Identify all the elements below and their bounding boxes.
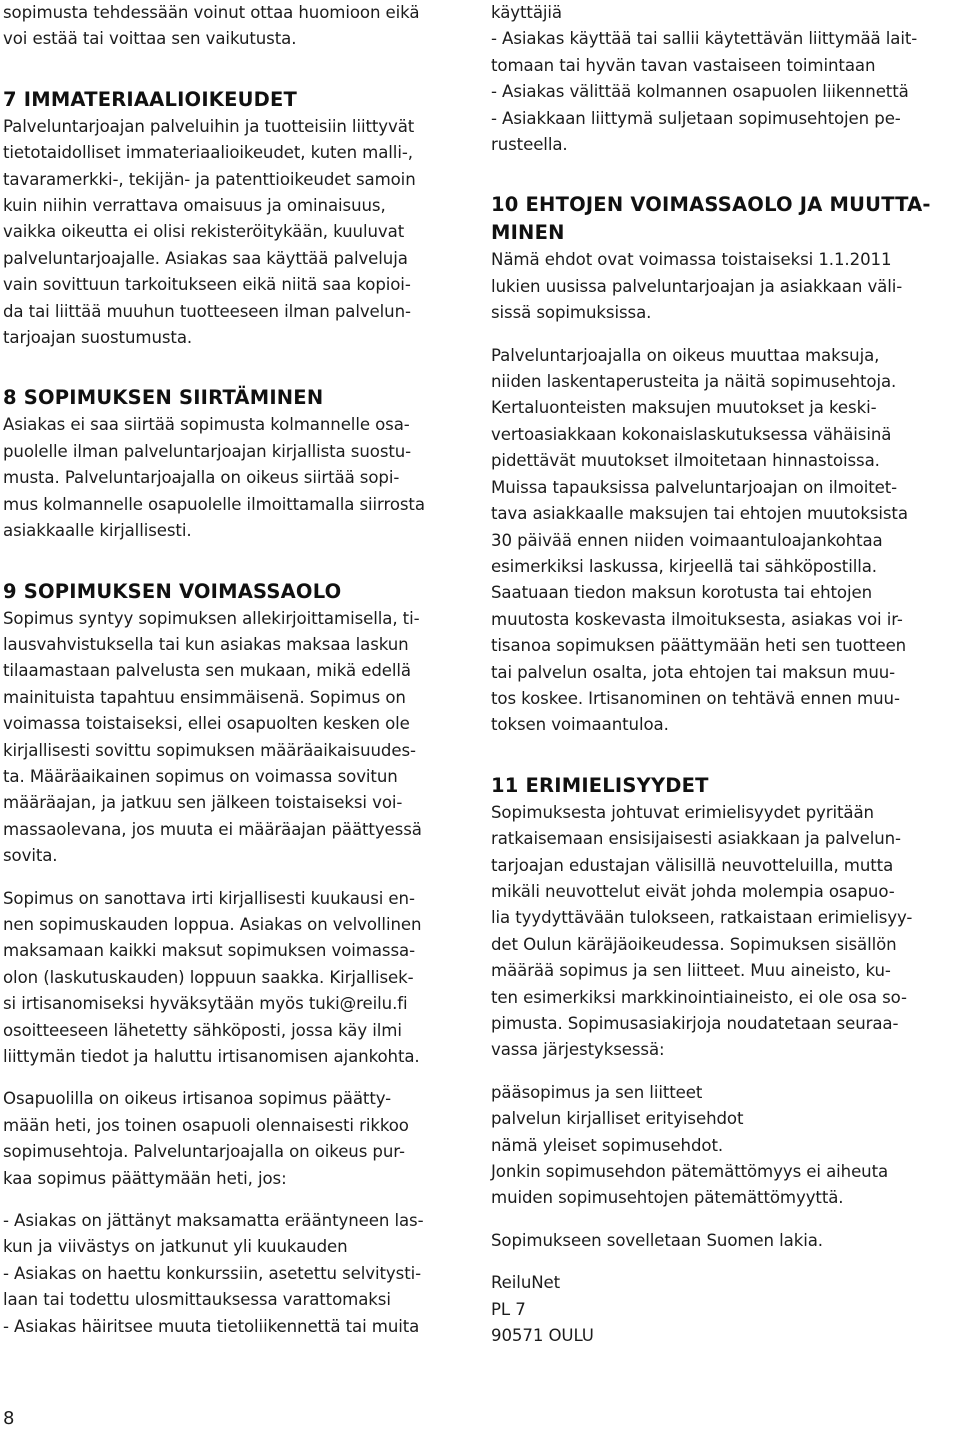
section-9-paragraph-2: Sopimus on sanottava irti kirjallisesti kuukausi en- nen sopimuskauden loppua. Asiakas on velvollinen maksamaan kaikki maksut sopimuksen voimassa- olon (laskutuskauden) loppuun saakka. Kirjallisek- si irtisanomiseksi hyväksytään myös tuki@reilu.fi osoitteeseen lähetetty sähköposti, jossa käy ilmi liittymän tiedot ja haluttu irtisanomisen ajankohta. [3,888,422,1066]
section-9-paragraph-1: Sopimus syntyy sopimuksen allekirjoittamisella, ti- lausvahvistuksella tai kun asiakas maksaa laskun tilaamastaan palvelusta sen mukaan, mikä edellä mainituista tapahtuu ensimmäisenä. Sopimus on voimassa toistaiseksi, ellei osapuolten kesken ole kirjallisesti sovittu sopimuksen määräaikaisuudes- ta. Määräaikainen sopimus on voimassa sovitun määräajan, ja jatkuu sen jälkeen toistaiseksi voi- massaolevana, jos muuta ei määräajan päättyessä sovita. [3,608,422,866]
section-11-paragraph: Sopimuksesta johtuvat erimielisyydet pyritään ratkaisemaan ensisijaisesti asiakkaan ja palvelun- tarjoajan edustajan välisillä neuvotteluilla, mutta mikäli neuvottelut eivät johda molempia osapuo- lia tyydyttävään tulokseen, ratkaistaan erimielisyy- det Oulun käräjäoikeudessa. Sopimuksen sisällön määrää sopimus ja sen liitteet. Muu aineisto, ku- ten esimerkiksi markkinointiaineisto, ei ole osa so- pimusta. Sopimusasiakirjoja noudatetaan seuraa- vassa järjestyksessä: [491,802,913,1060]
postal-address: ReiluNet PL 7 90571 OULU [491,1273,594,1346]
termination-grounds-continued: käyttäjiä - Asiakas käyttää tai sallii käytettävän liittymää lait- tomaan tai hyvän tavan vastaiseen toimintaan - Asiakas välittää kolmannen osapuolen liikennettä - Asiakkaan liittymä suljetaan sopimusehtojen pe- rusteella. [491,3,918,155]
page-number: 8 [3,1408,15,1429]
section-9-heading: 9 SOPIMUKSEN VOIMASSAOLO [3,579,342,603]
section-10-paragraph-1: Nämä ehdot ovat voimassa toistaiseksi 1.1.2011 lukien uusissa palveluntarjoajan ja asiakkaan väli- sissä sopimuksissa. [491,250,903,323]
document-order-list: pääsopimus ja sen liitteet palvelun kirjalliset erityisehdot nämä yleiset sopimusehdot. Jonkin sopimusehdon pätemättömyys ei aiheuta muiden sopimusehtojen pätemättömyyttä. [491,1082,889,1208]
section-9-paragraph-3: Osapuolilla on oikeus irtisanoa sopimus päätty- mään heti, jos toinen osapuoli olennaisesti rikkoo sopimusehtoja. Palveluntarjoajalla on oikeus pur- kaa sopimus päättymään heti, jos: [3,1089,409,1188]
termination-grounds-list: - Asiakas on jättänyt maksamatta erääntyneen las- kun ja viivästys on jatkunut yli kuukauden - Asiakas on haettu konkurssiin, asetettu selvitysti- laan tai todettu ulosmittauksessa varattomaksi - Asiakas häiritsee muuta tietoliikennettä tai muita [3,1211,424,1336]
section-10-heading: 10 EHTOJEN VOIMASSAOLO JA MUUTTA- MINEN [491,193,931,245]
section-10-paragraph-2: Palveluntarjoajalla on oikeus muuttaa maksuja, niiden laskentaperusteita ja näitä sopimusehtoja. Kertaluonteisten maksujen muutokset ja keski- vertoasiakkaan kokonaislaskutuksessa vähäisinä pidettävät muutokset ilmoitetaan hinnastoissa. Muissa tapauksissa palveluntarjoajan on ilmoitet- tava asiakkaalle maksujen tai ehtojen muutoksista 30 päivää ennen niiden voimaantuloajankohtaa esimerkiksi laskussa, kirjeellä tai sähköpostilla. Saatuaan tiedon maksun korotusta tai ehtojen muutosta koskevasta ilmoituksesta, asiakas voi ir- tisanoa sopimuksen päättymään heti sen tuotteen tai palvelun osalta, jota ehtojen tai maksun muu- tos koskee. Irtisanominen on tehtävä ennen muu- toksen voimaantuloa. [491,345,908,735]
section-8-heading: 8 SOPIMUKSEN SIIRTÄMINEN [3,386,324,410]
section-7-heading: 7 IMMATERIAALIOIKEUDET [3,87,298,111]
section-7-text: Palveluntarjoajan palveluihin ja tuotteisiin liittyvät tietotaidolliset immateriaalioikeudet, kuten malli-, tavaramerkki-, tekijän- ja patenttioikeudet samoin kuin niihin verrattava omaisuus ja ominaisuus, vaikka oikeutta ei olisi rekisteröitykään, kuuluvat palveluntarjoajalle. Asiakas saa käyttää palveluja vain sovittuun tarkoitukseen eikä niitä saa kopioi- da tai liittää muuhun tuotteeseen ilman palvelun- tarjoajan suostumusta. [3,116,416,348]
right-column [491,0,957,1349]
intro-paragraph: sopimusta tehdessään voinut ottaa huomioon eikä voi estää tai voittaa sen vaikutusta. [3,3,420,49]
left-column [3,0,470,1340]
governing-law: Sopimukseen sovelletaan Suomen lakia. [491,1230,823,1250]
section-8-text: Asiakas ei saa siirtää sopimusta kolmannelle osa- puolelle ilman palveluntarjoajan kirjallista suostu- musta. Palveluntarjoajalla on oikeus siirtää sopi- mus kolmannelle osapuolelle ilmoittamalla siirrosta asiakkaalle kirjallisesti. [3,415,425,541]
section-11-heading: 11 ERIMIELISYYDET [491,773,709,797]
